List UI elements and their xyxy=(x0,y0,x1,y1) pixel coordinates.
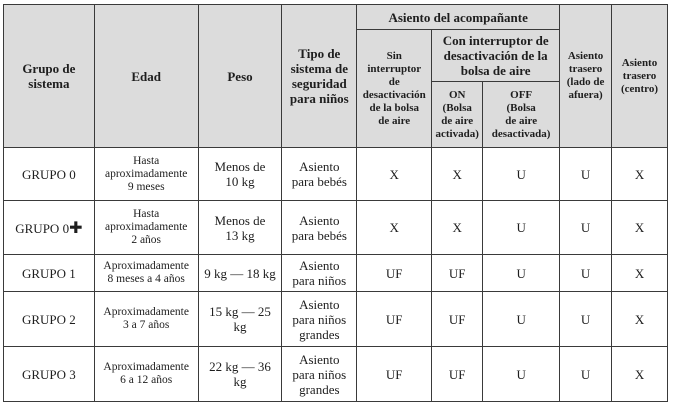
cell-off: U xyxy=(483,255,560,292)
header-peso: Peso xyxy=(198,5,282,148)
cell-trasero-afuera: U xyxy=(560,201,612,255)
cell-tipo: Asiento para bebés xyxy=(282,201,357,255)
cell-off: U xyxy=(483,347,560,402)
cell-sin-interruptor: X xyxy=(357,201,432,255)
cell-sin-interruptor: UF xyxy=(357,255,432,292)
cell-peso: Menos de 13 kg xyxy=(198,201,282,255)
cell-off: U xyxy=(483,148,560,201)
cell-tipo: Asiento para niños grandes xyxy=(282,292,357,347)
child-seat-compatibility-table xyxy=(3,4,668,402)
cell-on: X xyxy=(432,148,483,201)
cell-edad: Hasta aproximadamente 2 años xyxy=(94,201,198,255)
header-trasero-centro: Asiento trasero (centro) xyxy=(612,5,668,148)
cell-edad: Hasta aproximadamente 9 meses xyxy=(94,148,198,201)
cell-on: UF xyxy=(432,347,483,402)
cell-sin-interruptor: X xyxy=(357,148,432,201)
header-on: ON (Bolsa de aire activada) xyxy=(432,82,483,148)
cell-trasero-centro: X xyxy=(612,201,668,255)
cell-trasero-centro: X xyxy=(612,347,668,402)
grupo-label: GRUPO 0 xyxy=(21,167,76,182)
cell-peso: 9 kg — 18 kg xyxy=(198,255,282,292)
cell-sin-interruptor: UF xyxy=(357,347,432,402)
cell-peso: 15 kg — 25 kg xyxy=(198,292,282,347)
cell-grupo xyxy=(4,148,95,201)
grupo-label: GRUPO 1 xyxy=(21,266,76,281)
plus-icon: ✚ xyxy=(69,217,83,237)
table-row xyxy=(4,148,668,201)
cell-peso: 22 kg — 36 kg xyxy=(198,347,282,402)
grupo-label: GRUPO 0 xyxy=(15,220,70,236)
header-trasero-afuera: Asiento trasero (lado de afuera) xyxy=(560,5,612,148)
cell-trasero-centro: X xyxy=(612,292,668,347)
cell-tipo: Asiento para bebés xyxy=(282,148,357,201)
cell-trasero-centro: X xyxy=(612,255,668,292)
cell-trasero-centro: X xyxy=(612,148,668,201)
header-asiento-acompanante: Asiento del acompañante xyxy=(357,5,560,30)
cell-tipo: Asiento para niños xyxy=(282,255,357,292)
cell-off: U xyxy=(483,201,560,255)
header-grupo: Grupo de sistema xyxy=(4,5,95,148)
cell-edad: Aproximadamente 8 meses a 4 años xyxy=(94,255,198,292)
cell-tipo: Asiento para niños grandes xyxy=(282,347,357,402)
header-tipo: Tipo de sistema de seguridad para niños xyxy=(282,5,357,148)
table-row xyxy=(4,292,668,347)
header-con-interruptor: Con interruptor de desactivación de la bolsa de aire xyxy=(432,30,560,82)
cell-trasero-afuera: U xyxy=(560,292,612,347)
cell-off: U xyxy=(483,292,560,347)
cell-grupo xyxy=(4,292,95,347)
cell-grupo xyxy=(4,201,95,255)
cell-grupo xyxy=(4,347,95,402)
grupo-label: GRUPO 3 xyxy=(21,367,76,382)
cell-trasero-afuera: U xyxy=(560,255,612,292)
cell-peso: Menos de 10 kg xyxy=(198,148,282,201)
header-edad: Edad xyxy=(94,5,198,148)
cell-on: UF xyxy=(432,292,483,347)
cell-sin-interruptor: UF xyxy=(357,292,432,347)
cell-on: UF xyxy=(432,255,483,292)
table-row xyxy=(4,347,668,402)
cell-trasero-afuera: U xyxy=(560,347,612,402)
cell-edad: Aproximadamente 3 a 7 años xyxy=(94,292,198,347)
cell-on: X xyxy=(432,201,483,255)
table-row xyxy=(4,201,668,255)
cell-trasero-afuera: U xyxy=(560,148,612,201)
header-sin-interruptor: Sin interruptor de desactivación de la bolsa de aire xyxy=(357,30,432,148)
header-off: OFF (Bolsa de aire desactivada) xyxy=(483,82,560,148)
cell-grupo xyxy=(4,255,95,292)
cell-edad: Aproximadamente 6 a 12 años xyxy=(94,347,198,402)
grupo-label: GRUPO 2 xyxy=(21,312,76,327)
table-row xyxy=(4,255,668,292)
